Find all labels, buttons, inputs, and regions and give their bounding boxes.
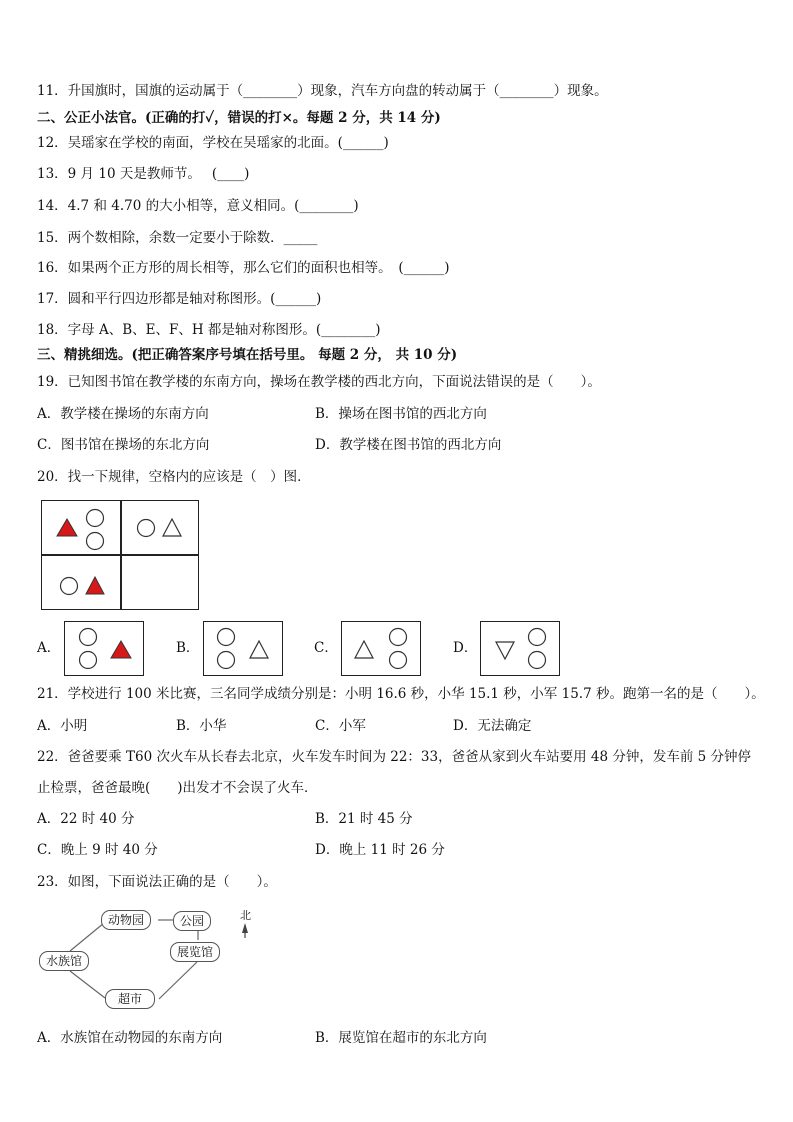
circle-icon xyxy=(390,652,407,669)
circle-icon xyxy=(390,629,407,646)
question-12: 12．吴瑶家在学校的南面，学校在吴瑶家的北面。(______) xyxy=(37,135,389,151)
question-18: 18．字母 A、B、E、F、H 都是轴对称图形。(________) xyxy=(37,322,381,338)
map-node-park: 公园 xyxy=(173,911,211,931)
section-3-header: 三、精挑细选。(把正确答案序号填在括号里。 每题 2 分， 共 10 分) xyxy=(37,347,458,363)
q20-label-a: A． xyxy=(37,640,61,656)
question-15: 15．两个数相除，余数一定要小于除数．_____ xyxy=(37,230,318,246)
q20-label-b: B． xyxy=(176,640,200,656)
red-triangle-icon xyxy=(111,641,131,658)
north-label: 北 xyxy=(240,909,251,922)
location-map xyxy=(37,903,267,1015)
q22-option-a: A．22 时 40 分 xyxy=(37,811,135,827)
question-17: 17．圆和平行四边形都是轴对称图形。(______) xyxy=(37,291,322,307)
q20-label-c: C． xyxy=(314,640,338,656)
inverted-triangle-icon xyxy=(496,642,514,659)
question-22-stem-line2: 止检票，爸爸最晚( )出发才不会误了火车． xyxy=(37,780,318,796)
map-node-zoo: 动物园 xyxy=(101,910,151,930)
triangle-icon xyxy=(355,641,373,658)
q19-option-c: C．图书馆在操场的东北方向 xyxy=(37,437,210,453)
q20-label-d: D． xyxy=(453,640,478,656)
q19-option-a: A．教学楼在操场的东南方向 xyxy=(37,406,209,422)
q21-option-a: A．小明 xyxy=(37,718,88,734)
q22-option-b: B．21 时 45 分 xyxy=(315,811,413,827)
question-22-stem-line1: 22．爸爸要乘 T60 次火车从长春去北京，火车发车时间为 22：33，爸爸从家到火车站要用 48 分钟，发车前 5 分钟停 xyxy=(37,749,752,765)
question-21-stem: 21．学校进行 100 米比赛，三名同学成绩分别是：小明 16.6 秒，小华 15.1 秒，小军 15.7 秒。跑第一名的是（ ）。 xyxy=(37,686,765,702)
question-16: 16．如果两个正方形的周长相等，那么它们的面积也相等。 (______) xyxy=(37,260,450,276)
q22-option-d: D．晚上 11 时 26 分 xyxy=(315,842,445,858)
q23-option-a: A．水族馆在动物园的东南方向 xyxy=(37,1030,223,1046)
q22-option-c: C．晚上 9 时 40 分 xyxy=(37,842,158,858)
question-23-stem: 23．如图，下面说法正确的是（ ）。 xyxy=(37,874,277,890)
circle-icon xyxy=(529,629,546,646)
q21-option-c: C．小军 xyxy=(315,718,366,734)
map-node-supermarket: 超市 xyxy=(105,989,155,1009)
q21-option-d: D．无法确定 xyxy=(453,718,532,734)
circle-icon xyxy=(218,629,235,646)
q19-option-b: B．操场在图书馆的西北方向 xyxy=(315,406,487,422)
q23-option-b: B．展览馆在超市的东北方向 xyxy=(315,1030,487,1046)
question-20-stem: 20．找一下规律，空格内的应该是（ ）图． xyxy=(37,469,311,485)
circle-icon xyxy=(80,652,97,669)
question-14: 14．4.7 和 4.70 的大小相等，意义相同。(________) xyxy=(37,198,359,214)
q21-option-b: B．小华 xyxy=(176,718,227,734)
triangle-icon xyxy=(250,641,268,658)
question-19-stem: 19．已知图书馆在教学楼的东南方向，操场在教学楼的西北方向，下面说法错误的是（ ）。 xyxy=(37,374,601,390)
map-node-aquarium: 水族馆 xyxy=(39,951,89,971)
question-11: 11．升国旗时，国旗的运动属于（________）现象，汽车方向盘的转动属于（________）现象。 xyxy=(37,83,608,99)
circle-icon xyxy=(218,652,235,669)
section-2-header: 二、公正小法官。(正确的打✓，错误的打×。每题 2 分，共 14 分) xyxy=(37,110,441,126)
q19-option-d: D．教学楼在图书馆的西北方向 xyxy=(315,437,502,453)
question-13: 13．9 月 10 天是教师节。 (____) xyxy=(37,166,250,182)
map-node-exhibition: 展览馆 xyxy=(170,942,220,962)
circle-icon xyxy=(529,652,546,669)
circle-icon xyxy=(80,629,97,646)
